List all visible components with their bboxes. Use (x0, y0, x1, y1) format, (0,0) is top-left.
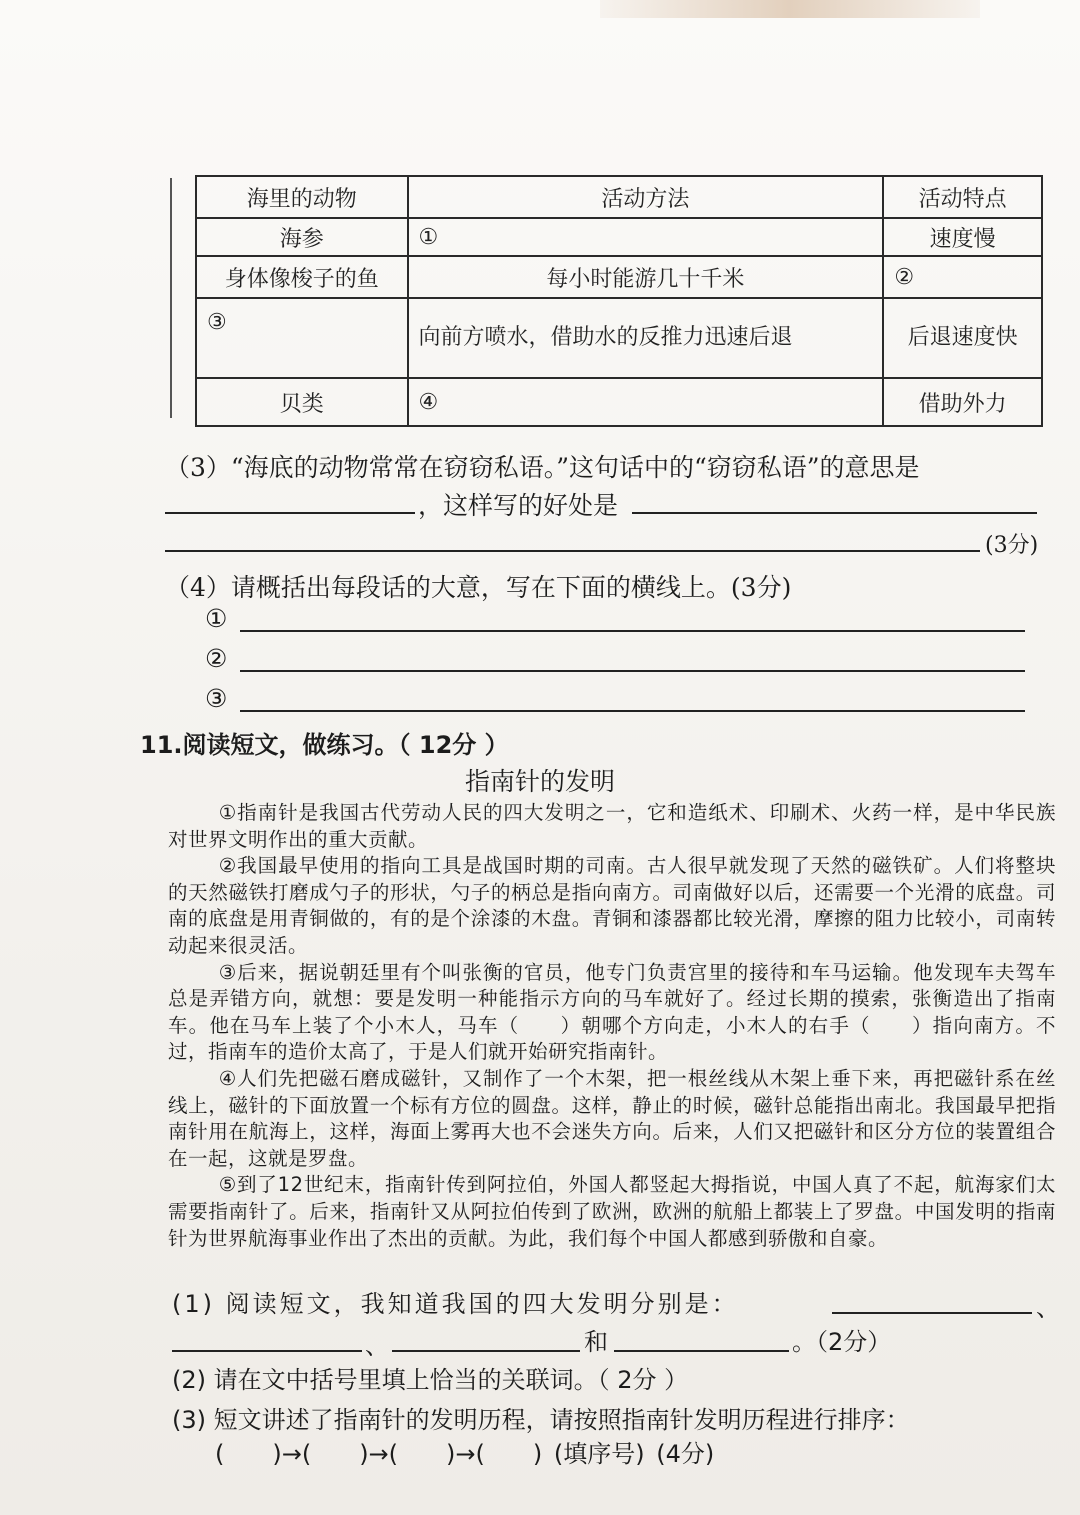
table-cell: ① (408, 218, 884, 256)
order-answer-row[interactable]: ( )→( )→( )→( ) (填序号) (4分) (215, 1440, 715, 1468)
table-side-line (170, 178, 172, 418)
answer-blank[interactable] (165, 512, 415, 514)
and-word: 和 (584, 1328, 608, 1356)
item-marker: ② (205, 644, 228, 673)
table-row (196, 256, 1042, 298)
table-cell: 海参 (196, 218, 408, 256)
answer-blank[interactable] (392, 1350, 580, 1352)
table-cell: ④ (408, 378, 884, 426)
answer-blank[interactable] (614, 1350, 789, 1352)
passage-paragraph: ③后来，据说朝廷里有个叫张衡的官员，他专门负责宫里的接待和车马运输。他发现车夫驾车总是弄错方向，就想：要是发明一种能指示方向的马车就好了。经过长期的摸索，张衡造出了指南车。他在马车上装了个小木人，马车（ ）朝哪个方向走，小木人的右手（ ）指向南方。不过，指南车的造价太高了，于是人们就开始研究指南针。 (168, 960, 1056, 1064)
item-marker: ① (205, 604, 228, 633)
table-cell: 贝类 (196, 378, 408, 426)
answer-blank[interactable] (240, 710, 1025, 712)
table-cell: 身体像梭子的鱼 (196, 256, 408, 298)
question-3-prompt: （3）“海底的动物常常在窃窃私语。”这句话中的“窃窃私语”的意思是 (165, 453, 920, 482)
passage-paragraph: ④人们先把磁石磨成磁针，又制作了一个木架，把一根丝线从木架上垂下来，再把磁针系在丝线上，磁针的下面放置一个标有方位的圆盘。这样，静止的时候，磁针总能指出南北。我国最早把指南针用在航海上，这样，海面上雾再大也不会迷失方向。后来，人们又把磁针和区分方位的装置组合在一起，这就是罗盘。 (168, 1066, 1056, 1170)
table-cell: 后退速度快 (883, 298, 1042, 378)
answer-blank[interactable] (172, 1350, 362, 1352)
table-header-cell: 活动方法 (408, 176, 884, 218)
table-row (196, 378, 1042, 426)
question-3-mid: ，这样写的好处是 (418, 491, 619, 520)
table-cell: 向前方喷水，借助水的反推力迅速后退 (408, 298, 884, 378)
sea-animals-table (195, 175, 1043, 427)
question-11-title: 11.阅读短文，做练习。（ 12分 ） (140, 731, 509, 759)
passage-paragraph: ①指南针是我国古代劳动人民的四大发明之一，它和造纸术、印刷术、火药一样，是中华民族对世界文明作出的重大贡献。 (168, 801, 1056, 851)
subquestion-1-end: 。（2分） (792, 1328, 892, 1356)
table-cell: ② (883, 256, 1042, 298)
table-cell: 借助外力 (883, 378, 1042, 426)
subquestion-3-prompt: (3) 短文讲述了指南针的发明历程，请按照指南针发明历程进行排序： (172, 1406, 910, 1434)
answer-blank[interactable] (165, 550, 980, 552)
table-row (196, 218, 1042, 256)
answer-blank[interactable] (240, 630, 1025, 632)
table-row (196, 298, 1042, 378)
subquestion-1-prompt: (1) 阅读短文，我知道我国的四大发明分别是： (172, 1290, 739, 1318)
table-cell: ③ (196, 298, 408, 378)
table-header-row (196, 176, 1042, 218)
answer-blank[interactable] (832, 1312, 1032, 1314)
passage-paragraph: ⑤到了12世纪末，指南针传到阿拉伯，外国人都竖起大拇指说，中国人真了不起，航海家们太需要指南针了。后来，指南针又从阿拉伯传到了欧洲，欧洲的航船上都装上了罗盘。中国发明的指南针为世界航海事业作出了杰出的贡献。为此，我们每个中国人都感到骄傲和自豪。 (168, 1173, 1056, 1250)
table-cell: 速度慢 (883, 218, 1042, 256)
answer-blank[interactable] (632, 512, 1037, 514)
item-marker: ③ (205, 684, 228, 713)
question-4-prompt: （4）请概括出每段话的大意，写在下面的横线上。(3分) (165, 573, 792, 602)
table-cell: 每小时能游几十千米 (408, 256, 884, 298)
passage-paragraph: ②我国最早使用的指向工具是战国时期的司南。古人很早就发现了天然的磁铁矿。人们将整块的天然磁铁打磨成勺子的形状，勺子的柄总是指向南方。司南做好以后，还需要一个光滑的底盘。司南的底盘是用青铜做的，有的是个涂漆的木盘。青铜和漆器都比较光滑，摩擦的阻力比较小，司南转动起来很灵活。 (168, 854, 1056, 957)
page-edge-shadow (600, 0, 980, 18)
question-3-score: (3分) (985, 533, 1039, 558)
table-header-cell: 活动特点 (883, 176, 1042, 218)
comma: 、 (365, 1332, 389, 1360)
subquestion-2-prompt: (2) 请在文中括号里填上恰当的关联词。（ 2分 ） (172, 1366, 689, 1394)
answer-blank[interactable] (240, 670, 1025, 672)
passage-title: 指南针的发明 (464, 767, 615, 796)
passage (168, 800, 1056, 1252)
comma: 、 (1036, 1294, 1060, 1322)
table-header-cell: 海里的动物 (196, 176, 408, 218)
